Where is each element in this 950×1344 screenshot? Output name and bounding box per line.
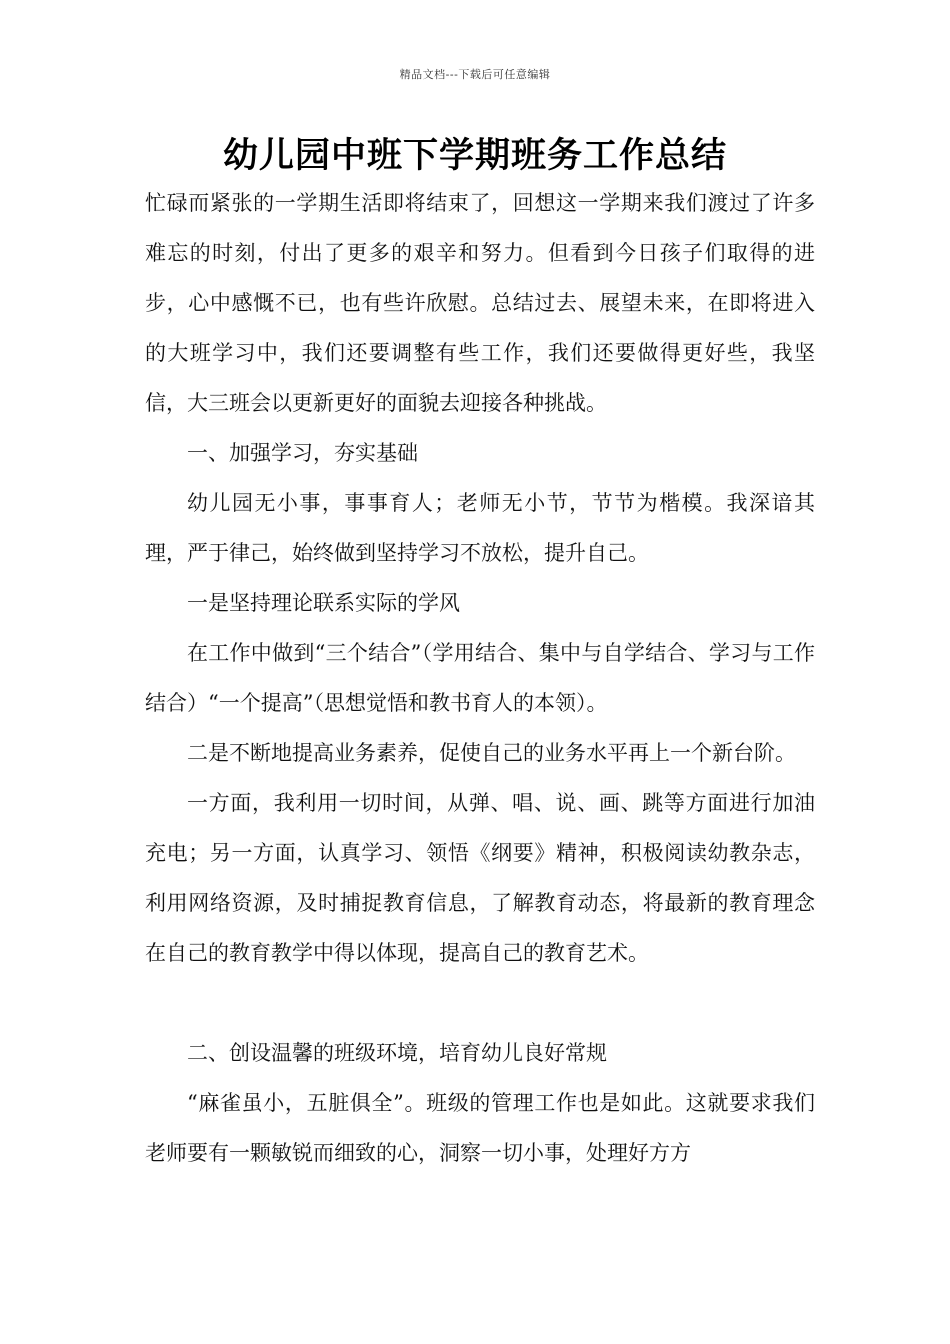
paragraph-intro: 忙碌而紧张的一学期生活即将结束了，回想这一学期来我们渡过了许多难忘的时刻，付出了更多的艰辛和努力。但看到今日孩子们取得的进步，心中感慨不已，也有些许欣慰。总结过去、展望未来，在即将进入的大班学习中，我们还要调整有些工作，我们还要做得更好些，我坚信，大三班会以更新更好的面貌去迎接各种挑战。 xyxy=(145,191,815,415)
sub-heading: 一是坚持理论联系实际的学风 xyxy=(187,591,460,615)
section-heading-2: 二、创设温馨的班级环境，培育幼儿良好常规 xyxy=(187,1041,607,1065)
paragraph: 幼儿园无小事，事事育人；老师无小节，节节为楷模。我深谙其理，严于律己，始终做到坚持学习不放松，提升自己。 xyxy=(145,491,815,565)
paragraph: 一方面，我利用一切时间，从弹、唱、说、画、跳等方面进行加油充电；另一方面，认真学习、领悟《纲要》精神，积极阅读幼教杂志，利用网络资源，及时捕捉教育信息，了解教育动态，将最新的教育理念在自己的教育教学中得以体现，提高自己的教育艺术。 xyxy=(145,791,815,965)
paragraph: “麻雀虽小，五脏俱全”。班级的管理工作也是如此。这就要求我们老师要有一颗敏锐而细致的心，洞察一切小事，处理好方方 xyxy=(145,1091,815,1165)
sub-heading: 二是不断地提高业务素养，促使自己的业务水平再上一个新台阶。 xyxy=(187,741,796,765)
header-note: 精品文档---下载后可任意编辑 xyxy=(399,68,551,81)
document-title: 幼儿园中班下学期班务工作总结 xyxy=(222,136,727,176)
blank-line xyxy=(145,978,815,1028)
paragraph: 在工作中做到“三个结合”（学用结合、集中与自学结合、学习与工作结合）“一个提高”（思想觉悟和教书育人的本领）。 xyxy=(145,641,815,715)
section-heading-1: 一、加强学习，夯实基础 xyxy=(187,441,418,465)
document-body xyxy=(145,178,815,1178)
